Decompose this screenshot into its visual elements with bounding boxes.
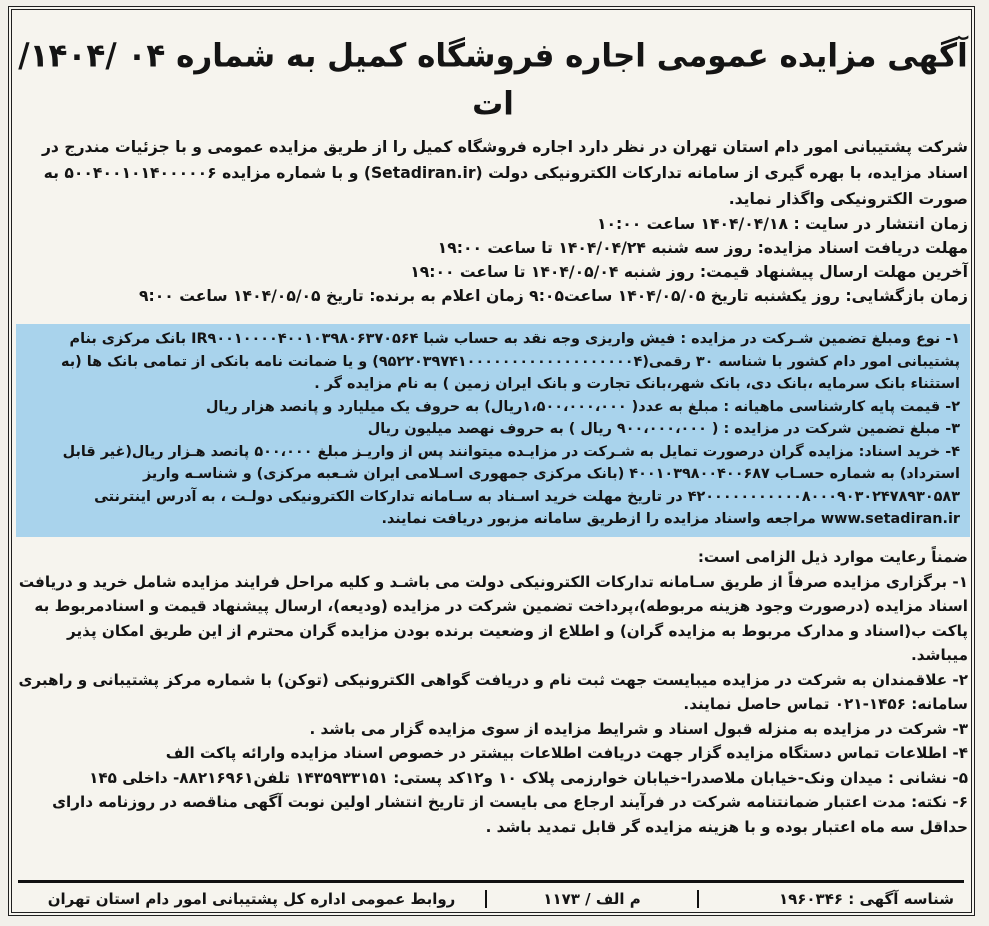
- notes-section: [18, 545, 968, 840]
- highlight-item: ۲- قیمت پایه کارشناسی ماهیانه : مبلغ به عدد( ۱،۵۰۰،۰۰۰،۰۰۰ریال) به حروف یک میلیارد و پانصد هزار ریال: [205, 398, 960, 415]
- highlight-item: ۱- نوع ومبلغ تضمین شـرکت در مزایده : فیش واریزی وجه نقد به حساب شبا IR۹۰۰۱۰۰۰۰۴۰۰۱۰۳۹۸۰۶۳۷۰۵۶۴ بانک مرکزی بنام پشتیبانی امور دام کشور با شناسه ۳۰ رقمی(۹۵۲۲۰۳۹۷۴۱۰۰۰۰۰۰۰۰۰۰۰۰۰۰۰۰۰۰۰۴) و یا ضمانت نامه بانکی از تمامی بانک ها (به استثناء بانک سرمایه ،بانک دی، بانک شهر،بانک تجارت و بانک ایران زمین ) به نام مزایده گر .: [61, 331, 960, 392]
- auction-notice: [18, 14, 968, 876]
- notes-heading: ضمناً رعایت موارد ذیل الزامی است:: [697, 547, 968, 566]
- highlight-item: ۴- خرید اسناد: مزایده گران درصورت تمایل به شـرکت در مزایـده میتوانند پس از واریـز مبلغ ۵۰۰،۰۰۰ پانصد هـزار ریال(غیر قابل استرداد) به شماره حسـاب ۴۰۰۱۰۳۹۸۰۰۴۰۰۶۸۷ (بانک مرکزی جمهوری اسـلامی ایران شـعبه مرکزی) و شناسـه واریز ۴۲۰۰۰۰۰۰۰۰۰۰۰۸۰۰۰۹۰۳۰۲۴۷۸۹۳۰۵۸۳ در تاریخ مهلت خرید اسـناد به سـامانه تدارکات الکترونیکی دولـت ، به آدرس اینترنتی www.setadiran.ir مراجعه واسناد مزایده را ازطریق سامانه مزبور دریافت نمایند.: [62, 443, 960, 527]
- notice-intro: شرکت پشتیبانی امور دام استان تهران در نظر دارد اجاره فروشگاه کمیل را از طریق مزایده عمومی و با جزئیات مندرج در اسناد مزایده، با بهره گیری از سامانه تدارکات الکترونیکی دولت (Setadiran.ir) و با شماره مزایده ۵۰۰۴۰۰۱۰۱۴۰۰۰۰۰۶ به صورت الکترونیکی واگذار نماید.: [41, 138, 968, 208]
- date-document-deadline: مهلت دریافت اسناد مزایده: روز سه شنبه ۱۴۰۴/۰۴/۲۴ تا ساعت ۱۹:۰۰: [437, 239, 968, 257]
- highlight-box: [16, 324, 970, 537]
- note-item: ۳- شرکت در مزایده به منزله قبول اسناد و شرایط مزایده از سوی مزایده گزار می باشد .: [309, 719, 968, 738]
- reference-code: م الف / ۱۱۷۳: [485, 890, 699, 908]
- date-opening: زمان بازگشایی: روز یکشنبه تاریخ ۱۴۰۴/۰۵/۰۵ ساعت۹:۰۵ زمان اعلام به برنده: تاریخ ۱۴۰۴/۰۵/۰۵ ساعت ۹:۰۰: [139, 287, 968, 305]
- publisher-name: روابط عمومی اداره کل پشتیبانی امور دام استان تهران: [47, 890, 456, 908]
- notice-title: آگهی مزایده عمومی اجاره فروشگاه کمیل به شماره ۰۴ /۱۴۰۴/ات: [18, 36, 968, 124]
- notice-footer: [18, 880, 964, 915]
- note-item: ۴- اطلاعات تماس دستگاه مزایده گزار جهت دریافت اطلاعات بیشتر در خصوص اسناد مزایده وارائه پاکت الف: [165, 744, 968, 762]
- highlight-item: ۳- مبلغ تضمین شرکت در مزایده : ( ۹۰۰،۰۰۰،۰۰۰ ریال ) به حروف نهصد میلیون ریال: [367, 421, 960, 437]
- note-item: ۶- نکته: مدت اعتبار ضمانتنامه شرکت در فرآیند ارجاع می بایست از تاریخ انتشار اولین نوبت آگهی مناقصه در روزنامه دارای حداقل سه ماه اعتبار بوده و با هزینه مزایده گر قابل تمدید باشد .: [52, 793, 968, 836]
- date-publish: زمان انتشار در سایت : ۱۴۰۴/۰۴/۱۸ ساعت ۱۰:۰۰: [596, 215, 968, 233]
- notice-id: شناسه آگهی : ۱۹۶۰۳۴۶: [778, 890, 954, 908]
- note-item: ۵- نشانی : میدان ونک-خیابان ملاصدرا-خیابان خوارزمی پلاک ۱۰ و۱۲کد پستی: ۱۴۳۵۹۳۳۱۵۱ تلفن۸۸۲۱۶۹۶۱- داخلی ۱۴۵: [89, 768, 968, 787]
- note-item: ۱- برگزاری مزایده صرفاً از طریق سـامانه تدارکات الکترونیکی دولت می باشـد و کلیه مراحل فرایند مزایده شامل خرید و دریافت اسناد مزایده (درصورت وجود هزینه مربوطه)،پرداخت تضمین شرکت در مزایده (ودیعه)، ارسال پیشنهاد قیمت و اسنادمربوط به پاکت ب(اسناد و مدارک مربوط به مزایده گران) و اطلاع از وضعیت برنده بودن مزایده گران محترم از این طریق امکان پذیر میباشد.: [18, 572, 968, 664]
- date-offer-deadline: آخرین مهلت ارسال پیشنهاد قیمت: روز شنبه ۱۴۰۴/۰۵/۰۴ تا ساعت ۱۹:۰۰: [410, 263, 968, 281]
- note-item: ۲- علاقمندان به شرکت در مزایده میبایست جهت ثبت نام و دریافت گواهی الکترونیکی (توکن) با شماره مرکز پشتیبانی و راهبری سامانه: ۱۴۵۶-۰۲۱ تماس حاصل نمایند.: [18, 670, 968, 713]
